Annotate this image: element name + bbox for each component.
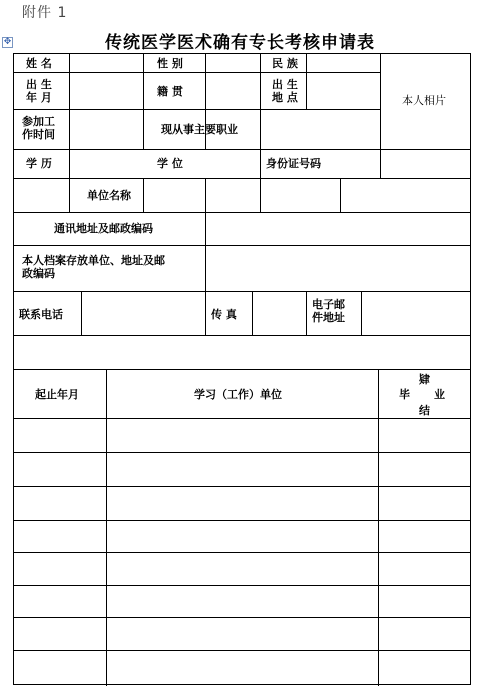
name-label: 姓 名 [26,57,52,70]
gender-label: 性 别 [157,57,183,70]
education-label: 学 历 [26,157,52,170]
archive-label-line2: 政编码 [22,267,55,280]
col-divider [205,291,206,335]
native-place-label: 籍 贯 [157,85,183,98]
work-start-label-line2: 作时间 [22,128,55,141]
col-divider [361,291,362,335]
row-divider [14,291,470,292]
col-divider [380,54,381,178]
row-divider [14,520,470,521]
row-divider [14,212,470,213]
unit-name-label: 单位名称 [87,189,131,202]
email-label [312,298,345,324]
status-header-right: 业 [434,388,445,401]
status-header-bottom: 结 [419,404,430,417]
form-title: 传统医学医术确有专长考核申请表 [105,33,375,53]
row-divider [14,369,470,370]
occupation-label: 现从事主要职业 [161,123,238,136]
email-label-line2: 件地址 [312,311,345,324]
address-label: 通讯地址及邮政编码 [54,222,153,235]
email-label-line1: 电子邮 [312,298,345,311]
degree-label: 学 位 [157,157,183,170]
row-divider [14,178,470,179]
birth-place-label-line1: 出 生 [272,78,298,91]
birth-date-label [26,78,52,104]
col-divider [69,178,70,212]
archive-label [22,254,165,280]
row-divider [14,149,470,150]
col-divider [69,54,70,178]
unit-header: 学习（工作）单位 [194,388,282,401]
row-divider [14,617,470,618]
row-divider [14,335,470,336]
row-divider [14,245,470,246]
birth-date-label-line2: 年 月 [26,91,52,104]
attachment-label: 附件 1 [22,5,68,21]
status-header-left: 毕 [399,388,410,401]
col-divider [260,54,261,212]
row-divider [14,585,470,586]
birth-place-label-line2: 地 点 [272,91,298,104]
col-divider [252,291,253,335]
col-divider [340,178,341,212]
birth-date-label-line1: 出 生 [26,78,52,91]
table-move-handle-icon[interactable]: ✥ [3,37,12,47]
archive-label-line1: 本人档案存放单位、地址及邮 [22,254,165,267]
col-divider [306,291,307,335]
work-start-label-line1: 参加工 [22,115,55,128]
col-divider [81,291,82,335]
id-number-label: 身份证号码 [266,157,321,170]
status-header-top: 肄 [419,373,430,386]
fax-label: 传 真 [211,308,237,321]
period-header: 起止年月 [35,388,79,401]
row-divider [14,486,470,487]
row-divider [14,418,470,419]
col-divider [306,54,307,109]
col-divider [378,369,379,686]
ethnicity-label: 民 族 [272,57,298,70]
col-divider [106,369,107,686]
application-form-table [13,53,471,685]
photo-label: 本人相片 [402,94,446,107]
row-divider [14,452,470,453]
row-divider [14,650,470,651]
col-divider [143,178,144,212]
birth-place-label [272,78,298,104]
phone-label: 联系电话 [19,308,63,321]
row-divider [14,552,470,553]
col-divider [143,54,144,149]
work-start-label [22,115,55,141]
